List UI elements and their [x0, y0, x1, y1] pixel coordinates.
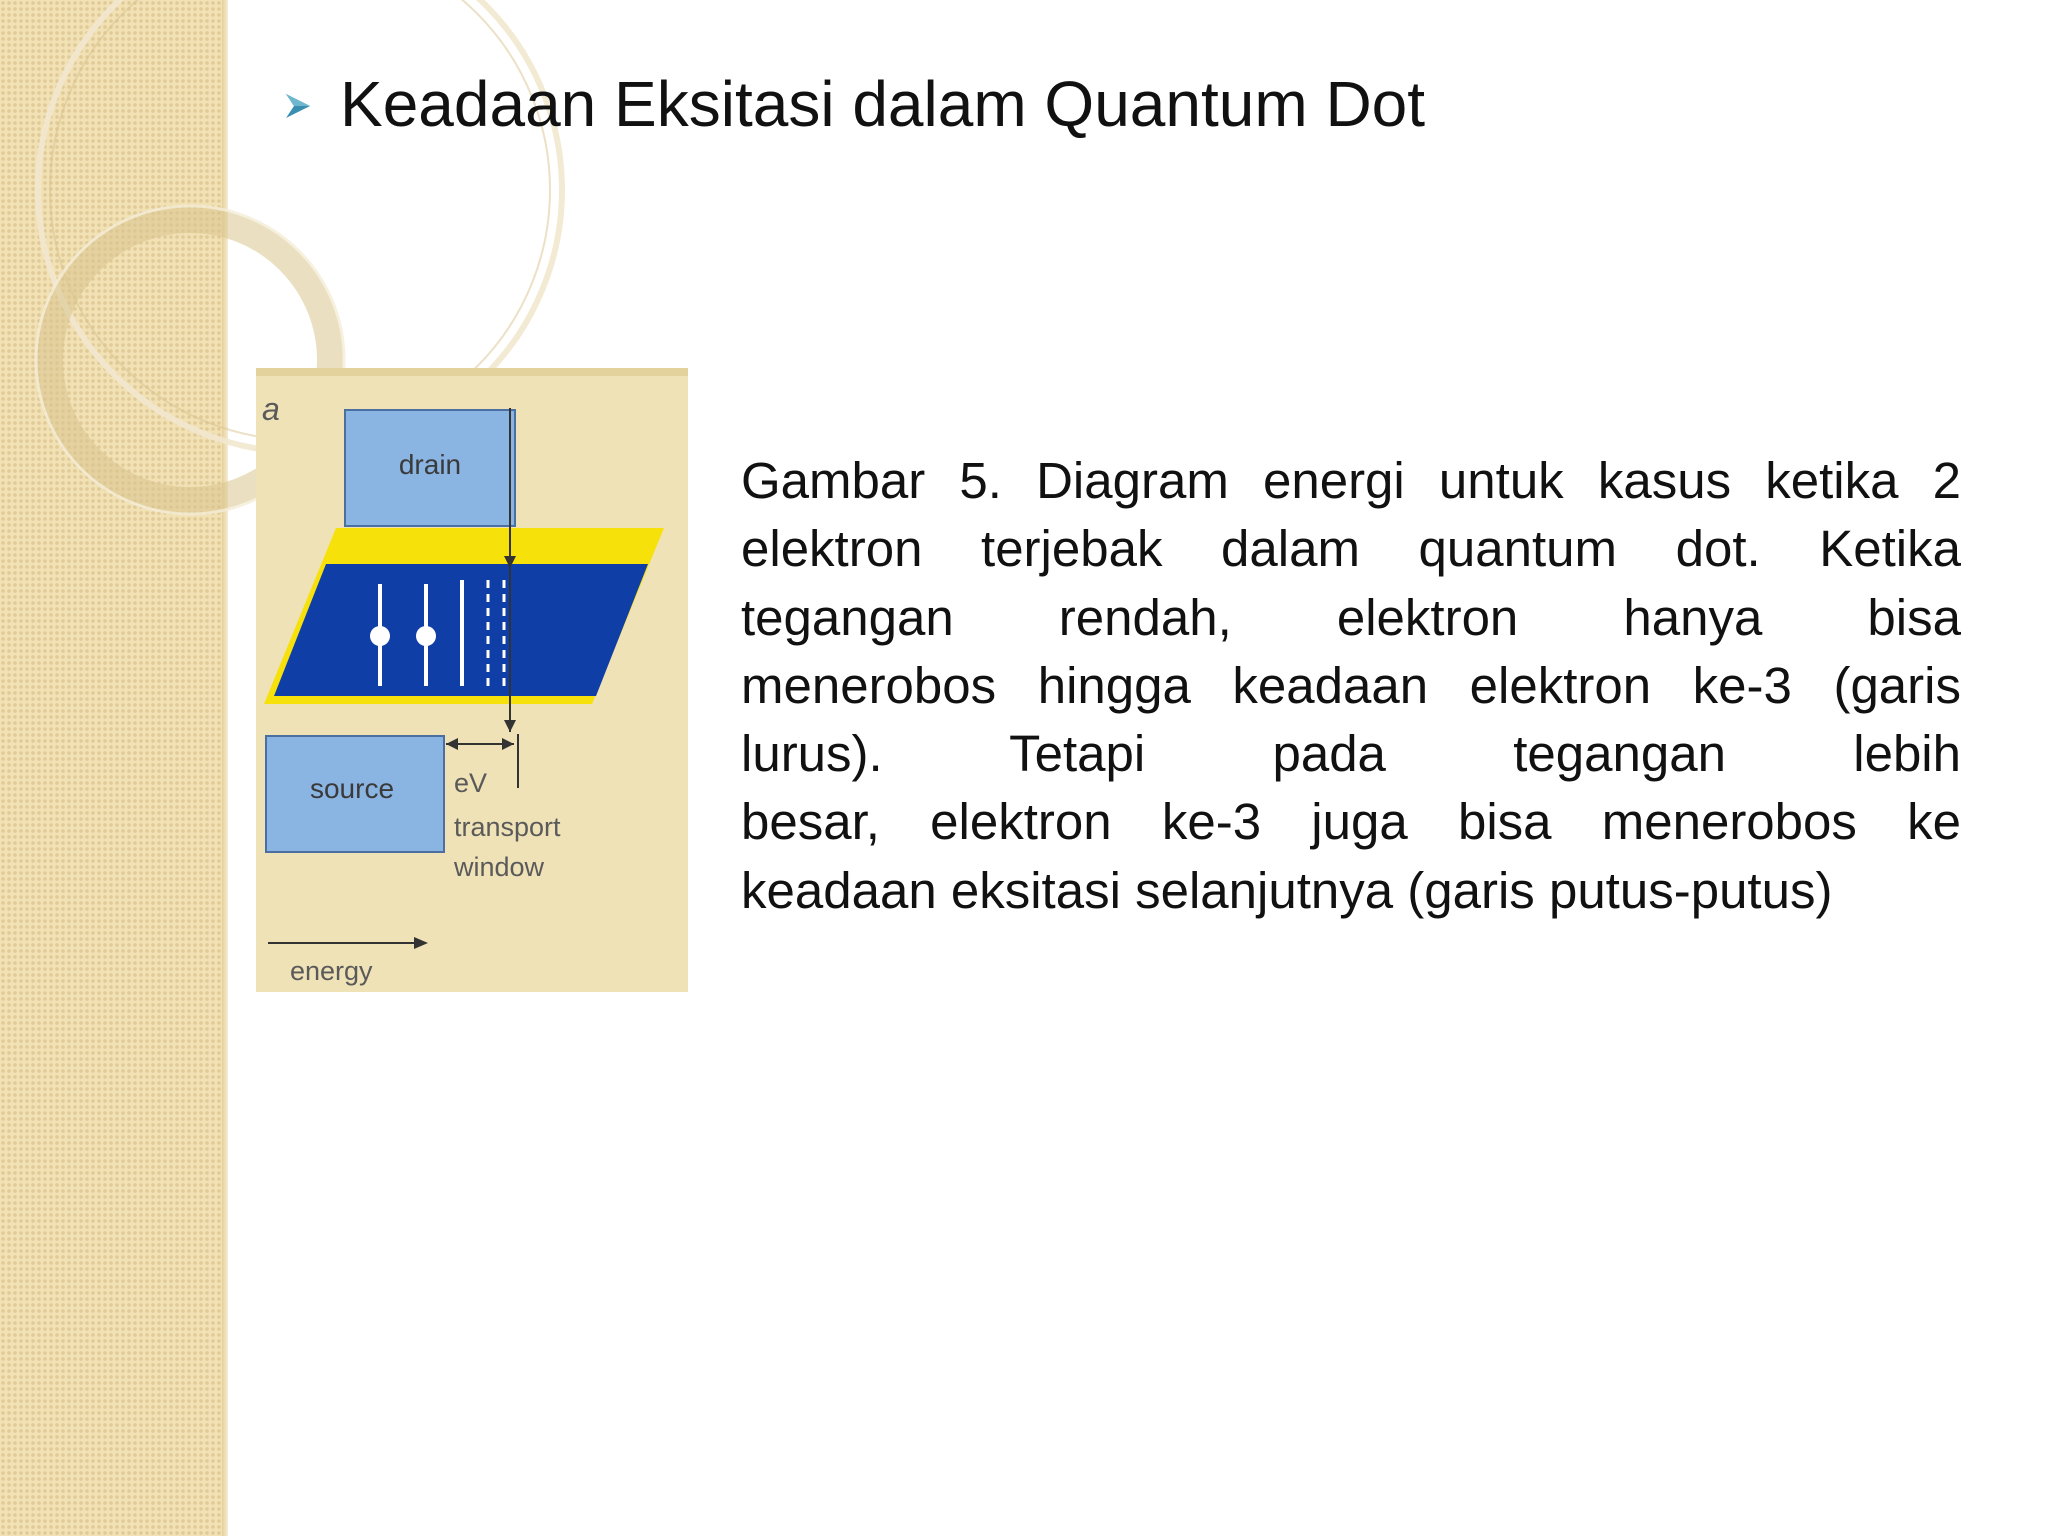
transport-label: transport — [454, 812, 561, 842]
sidebar-edge — [222, 0, 228, 1536]
electron-1 — [370, 626, 390, 646]
caption-line: elektron terjebak dalam quantum dot. Ketika — [741, 520, 1961, 578]
energy-diagram — [256, 368, 688, 992]
caption-line: tegangan rendah, elektron hanya bisa — [741, 588, 1961, 646]
caption-line: Gambar 5. Diagram energi untuk kasus ketika 2 — [741, 452, 1961, 509]
slide-title: Keadaan Eksitasi dalam Quantum Dot — [340, 68, 1426, 140]
drain-label: drain — [398, 449, 462, 480]
caption-line: keadaan eksitasi selanjutnya (garis putus-putus) — [741, 861, 1833, 919]
title-row — [282, 64, 1425, 144]
energy-diagram-figure — [256, 368, 688, 992]
caption-line: menerobos hingga keadaan elektron ke-3 (garis — [741, 656, 1961, 714]
electron-2 — [416, 626, 436, 646]
ev-label: eV — [454, 768, 488, 798]
caption-line: besar, elektron ke-3 juga bisa menerobos ke — [741, 793, 1961, 851]
decorative-sidebar — [0, 0, 228, 1536]
source-label: source — [309, 773, 395, 804]
figure-caption — [741, 447, 1961, 925]
arrow-bullet-icon — [282, 90, 314, 122]
panel-label: a — [262, 391, 280, 427]
caption-line: lurus). Tetapi pada tegangan lebih — [741, 725, 1961, 783]
energy-label: energy — [290, 956, 373, 986]
figure-top-strip — [256, 368, 688, 376]
window-label: window — [454, 852, 545, 882]
